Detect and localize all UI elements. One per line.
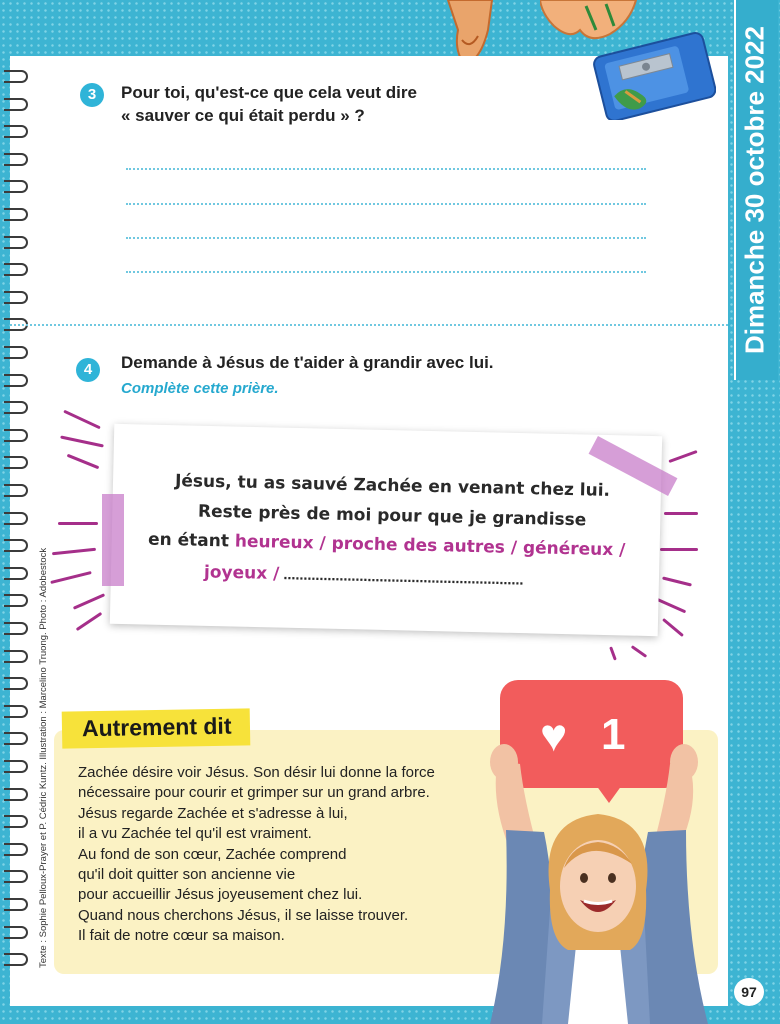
autrement-dit-text xyxy=(78,763,498,947)
spiral-ring xyxy=(4,512,28,525)
question-3-line-2: « sauver ce qui était perdu » ? xyxy=(121,106,365,125)
tape-strip-left xyxy=(102,494,124,586)
spiral-ring xyxy=(4,650,28,663)
spiral-ring xyxy=(4,926,28,939)
spiral-binding xyxy=(0,70,30,990)
girl-photo xyxy=(480,740,720,1024)
spiral-ring xyxy=(4,815,28,828)
pencil-sharpener-image xyxy=(592,28,716,120)
section-divider xyxy=(10,324,728,326)
spiral-ring xyxy=(4,870,28,883)
spiral-ring xyxy=(4,236,28,249)
spiral-ring xyxy=(4,484,28,497)
answer-line-2[interactable] xyxy=(126,203,646,205)
spiral-ring xyxy=(4,622,28,635)
question-3-text xyxy=(121,81,417,127)
decorative-ray xyxy=(58,522,98,525)
prayer-option-joyeux: joyeux / xyxy=(203,562,280,585)
prayer-line-3-start: en étant xyxy=(147,529,236,552)
autrement-dit-line: nécessaire pour courir et grimper sur un grand arbre. xyxy=(78,784,430,802)
autrement-dit-title: Autrement dit xyxy=(62,708,250,748)
autrement-dit-line: pour accueillir Jésus joyeusement chez lui. xyxy=(78,886,363,904)
spiral-ring xyxy=(4,153,28,166)
spiral-ring xyxy=(4,70,28,83)
question-4-instruction: Complète cette prière. xyxy=(121,380,279,397)
spiral-ring xyxy=(4,98,28,111)
question-3-line-1: Pour toi, qu'est-ce que cela veut dire xyxy=(121,83,417,102)
spiral-ring xyxy=(4,898,28,911)
spiral-ring xyxy=(4,456,28,469)
prayer-line-2: Reste près de moi pour que je grandisse xyxy=(197,501,587,531)
question-4-number: 4 xyxy=(76,358,100,382)
spiral-ring xyxy=(4,705,28,718)
answer-line-1[interactable] xyxy=(126,168,646,170)
spiral-ring xyxy=(4,208,28,221)
autrement-dit-line: il a vu Zachée tel qu'il est vraiment. xyxy=(78,825,312,843)
spiral-ring xyxy=(4,760,28,773)
question-4-text: Demande à Jésus de t'aider à grandir avec lui. xyxy=(121,353,494,372)
prayer-options: heureux / proche des autres / généreux / xyxy=(234,531,626,561)
spiral-ring xyxy=(4,263,28,276)
autrement-dit-line: qu'il doit quitter son ancienne vie xyxy=(78,866,296,884)
spiral-ring xyxy=(4,732,28,745)
spiral-ring xyxy=(4,677,28,690)
spiral-ring xyxy=(4,788,28,801)
spiral-ring xyxy=(4,374,28,387)
prayer-line-1: Jésus, tu as sauvé Zachée en venant chez lui. xyxy=(174,471,611,501)
spiral-ring xyxy=(4,953,28,966)
spiral-ring xyxy=(4,180,28,193)
date-label: Dimanche 30 octobre 2022 xyxy=(739,25,770,355)
autrement-dit-line: Au fond de son cœur, Zachée comprend xyxy=(78,845,347,863)
decorative-ray xyxy=(660,548,698,551)
spiral-ring xyxy=(4,429,28,442)
spiral-ring xyxy=(4,843,28,856)
spiral-ring xyxy=(4,291,28,304)
answer-line-3[interactable] xyxy=(126,237,646,239)
spiral-ring xyxy=(4,594,28,607)
autrement-dit-line: Quand nous cherchons Jésus, il se laisse trouver. xyxy=(78,906,409,924)
spiral-ring xyxy=(4,539,28,552)
decorative-ray xyxy=(664,512,698,515)
autrement-dit-line: Il fait de notre cœur sa maison. xyxy=(78,927,285,945)
heart-icon: ♥ xyxy=(540,709,568,761)
like-count: 1 xyxy=(601,710,626,759)
autrement-dit-line: Zachée désire voir Jésus. Son désir lui donne la force xyxy=(78,764,435,781)
answer-line-4[interactable] xyxy=(126,271,646,273)
question-3-number: 3 xyxy=(80,83,104,107)
spiral-ring xyxy=(4,401,28,414)
page-number: 97 xyxy=(734,978,764,1006)
credits-text: Texte : Sophie Pelloux-Prayer et P. Cédric Kuntz. Illustration : Marcelino Truong. Photo : Adobestock xyxy=(38,547,49,968)
autrement-dit-line: Jésus regarde Zachée et s'adresse à lui, xyxy=(78,804,348,822)
spiral-ring xyxy=(4,125,28,138)
spiral-ring xyxy=(4,346,28,359)
prayer-blank[interactable]: …………………………………………………… xyxy=(279,568,524,588)
spiral-ring xyxy=(4,567,28,580)
